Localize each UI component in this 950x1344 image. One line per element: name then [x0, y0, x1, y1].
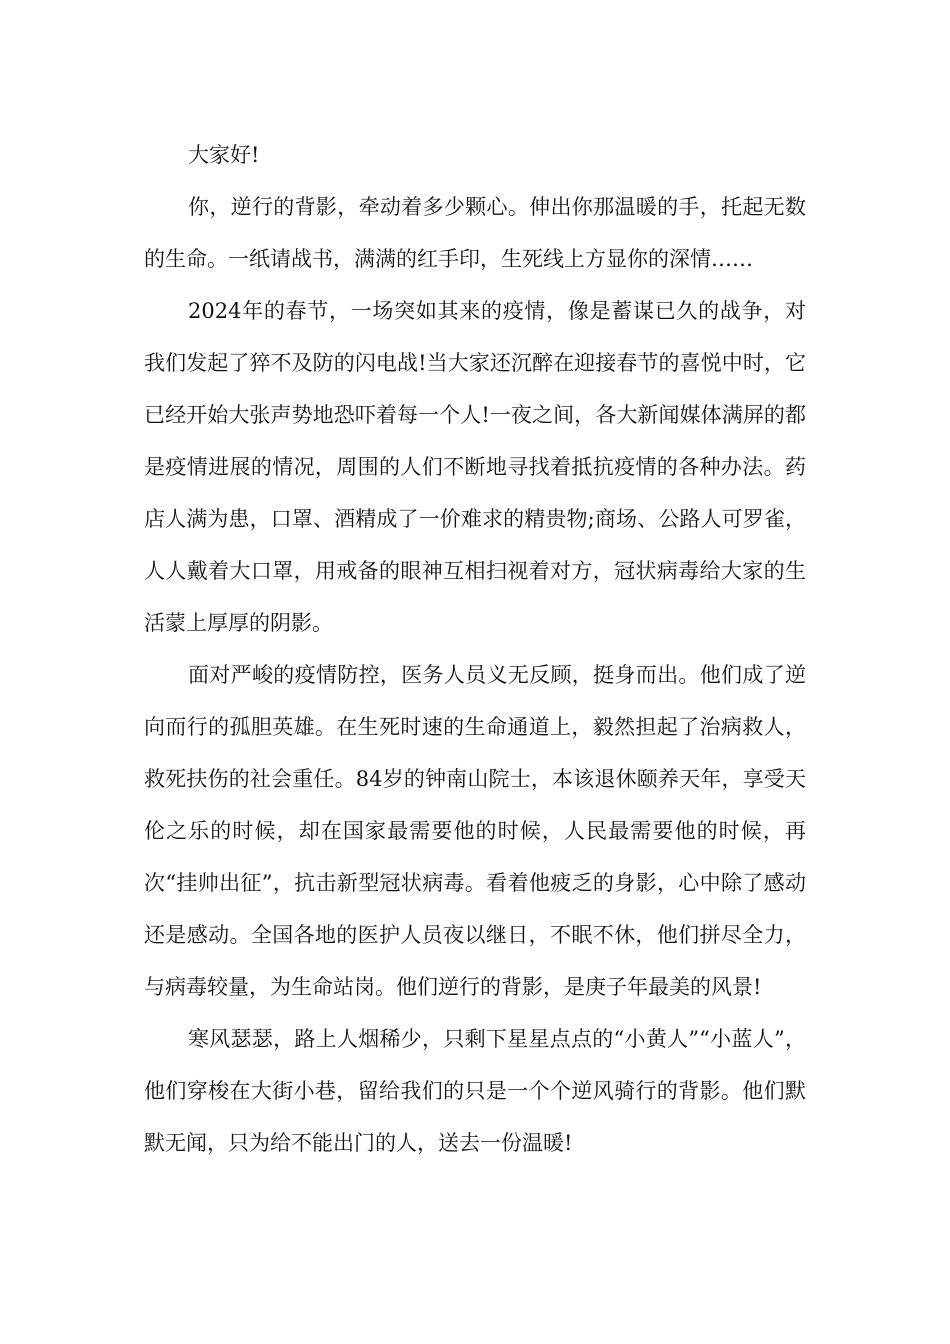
body-paragraph: 寒风瑟瑟，路上人烟稀少，只剩下星星点点的“小黄人”“小蓝人”，他们穿梭在大街小巷，留给我们的只是一个个逆风骑行的背影。他们默默无闻，只为给不能出门的人，送去一份温暖!	[144, 1027, 806, 1155]
body-paragraph: 2024年的春节，一场突如其来的疫情，像是蓄谋已久的战争，对我们发起了猝不及防的闪电战!当大家还沉醉在迎接春节的喜悦中时，它已经开始大张声势地恐吓着每一个人!一夜之间，各大新闻媒体满屏的都是疫情进展的情况，周围的人们不断地寻找着抵抗疫情的各种办法。药店人满为患，口罩、酒精成了一价难求的精贵物;商场、公路人可罗雀，人人戴着大口罩，用戒备的眼神互相扫视着对方，冠状病毒给大家的生活蒙上厚厚的阴影。	[144, 299, 806, 635]
document-body	[144, 129, 806, 1169]
body-paragraph: 面对严峻的疫情防控，医务人员义无反顾，挺身而出。他们成了逆向而行的孤胆英雄。在生死时速的生命通道上，毅然担起了治病救人，救死扶伤的社会重任。84岁的钟南山院士，本该退休颐养天年，享受天伦之乐的时候，却在国家最需要他的时候，人民最需要他的时候，再次“挂帅出征”，抗击新型冠状病毒。看着他疲乏的身影，心中除了感动还是感动。全国各地的医护人员夜以继日，不眠不休，他们拼尽全力，与病毒较量，为生命站岗。他们逆行的背影，是庚子年最美的风景!	[144, 663, 806, 999]
greeting-paragraph: 大家好!	[188, 143, 260, 167]
body-paragraph: 你，逆行的背影，牵动着多少颗心。伸出你那温暖的手，托起无数的生命。一纸请战书，满满的红手印，生死线上方显你的深情……	[144, 195, 806, 271]
